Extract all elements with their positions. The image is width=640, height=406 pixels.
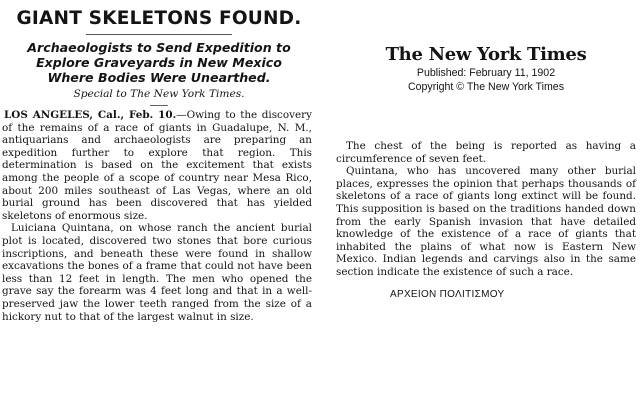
- paragraph-text: —Owing to the discovery of the remains of a race of giants in Guadalupe, N. M., antiquarians and archaeologists are preparing an expedition further to explore that region. This determination is based on the excitement that exists among the people of a scope of country near Mesa Rico, about 200 miles southeast of Las Vegas, where an old burial ground has been discovered that has yielded skeletons of enormous size.: [2, 109, 312, 222]
- article-headline: GIANT SKELETONS FOUND.: [16, 8, 302, 29]
- subhead-line: Explore Graveyards in New Mexico: [36, 55, 282, 70]
- article-paragraph: Quintana, who has uncovered many other burial places, expresses the opinion that perhaps thousands of skeletons of a race of giants long extinct will be found. This supposition is based on the traditions handed down from the early Spanish invasion that have detailed knowledge of the existence of a race of giants that inhabited the plains of what now is Eastern New Mexico. Indian legends and carvings also in the same section indicate the existence of such a race.: [336, 165, 636, 278]
- article-paragraph: [2, 109, 312, 222]
- dateline: LOS ANGELES, Cal., Feb. 10.: [4, 109, 177, 121]
- byline-divider: [150, 105, 168, 106]
- article-column-right: [332, 0, 640, 406]
- newspaper-masthead: The New York Times: [385, 44, 587, 65]
- article-body: [0, 109, 318, 323]
- article-paragraph: The chest of the being is reported as having a circumference of seven feet.: [336, 140, 636, 165]
- publication-date: Published: February 11, 1902: [416, 67, 556, 79]
- subhead-line: Archaeologists to Send Expedition to: [27, 40, 291, 55]
- copyright-notice: Copyright © The New York Times: [408, 81, 564, 93]
- archive-label: ΑΡΧΕΙΟΝ ΠΟΛΙΤΙΣΜΟΥ: [390, 288, 505, 300]
- headline-divider: [86, 34, 232, 35]
- article-column-left: [0, 0, 318, 406]
- special-correspondent-line: Special to The New York Times.: [73, 88, 245, 100]
- subhead-line: Where Bodies Were Unearthed.: [47, 70, 271, 85]
- article-body-continued: [332, 140, 640, 279]
- article-subhead: [0, 40, 318, 85]
- article-paragraph: Luiciana Quintana, on whose ranch the ancient burial plot is located, discovered two stones that bore curious inscriptions, and beneath these were found in shallow excavations the bones of a frame that could not have been less than 12 feet in length. The men who opened the grave say the forearm was 4 feet long and that in a well-preserved jaw the lower teeth ranged from the size of a hickory nut to that of the largest walnut in size.: [2, 222, 312, 323]
